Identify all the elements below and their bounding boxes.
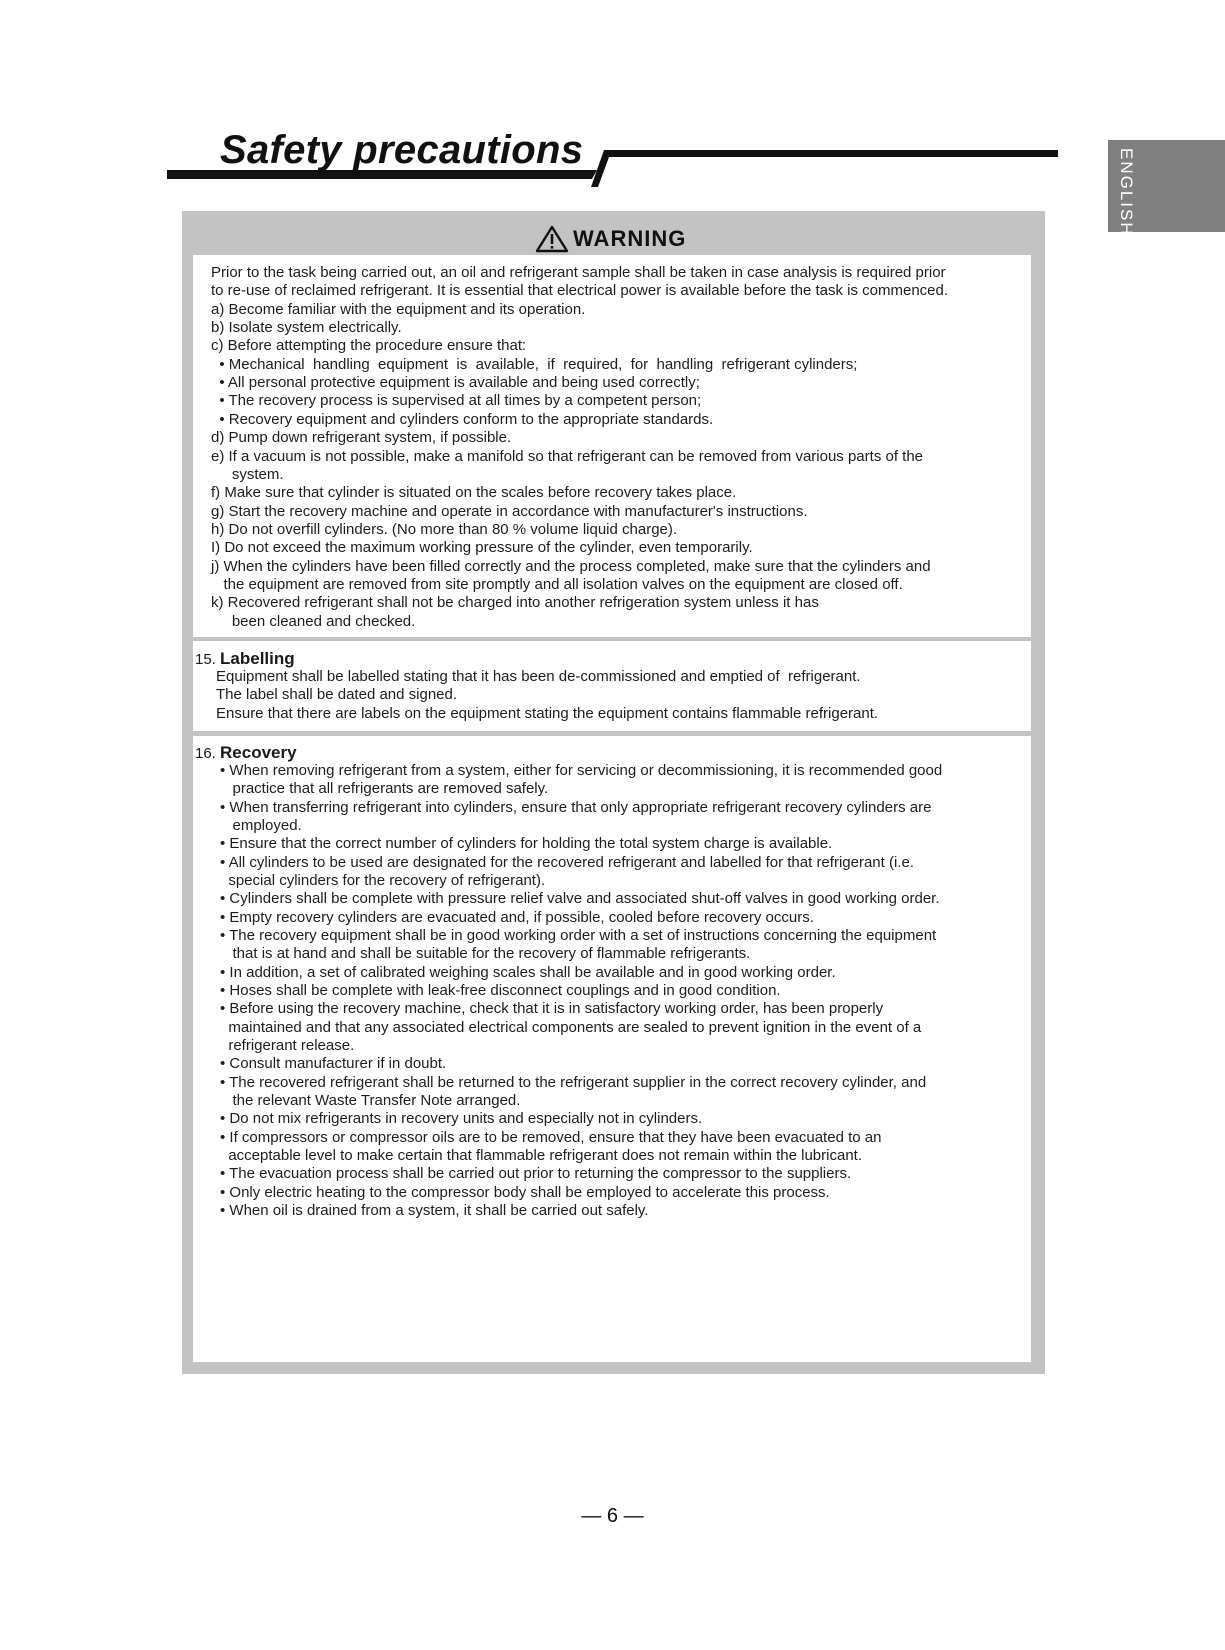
warning-line: a) Become familiar with the equipment and its operation. [211, 300, 586, 318]
warning-triangle-icon [535, 225, 569, 253]
warning-line: b) Isolate system electrically. [211, 319, 402, 337]
warning-heading-label: WARNING [573, 226, 687, 251]
warning-line: k) Recovered refrigerant shall not be charged into another refrigeration system unless it has [211, 594, 819, 612]
recovery-line: • Hoses shall be complete with leak-free disconnect couplings and in good condition. [220, 981, 781, 999]
recovery-line: refrigerant release. [220, 1036, 355, 1054]
warning-line: h) Do not overfill cylinders. (No more than 80 % volume liquid charge). [211, 520, 678, 538]
labelling-line: The label shall be dated and signed. [216, 686, 458, 704]
recovery-line: practice that all refrigerants are removed safely. [220, 780, 549, 798]
recovery-line: maintained and that any associated electrical components are sealed to prevent ignition in the event of a [220, 1018, 922, 1036]
labelling-heading [195, 649, 295, 670]
recovery-line: • In addition, a set of calibrated weighing scales shall be available and in good working order. [220, 963, 836, 981]
warning-line: c) Before attempting the procedure ensure that: [211, 337, 527, 355]
recovery-line: • The evacuation process shall be carried out prior to returning the compressor to the suppliers. [220, 1165, 852, 1183]
recovery-line: • Cylinders shall be complete with pressure relief valve and associated shut-off valves in good working order. [220, 890, 940, 908]
labelling-line: Equipment shall be labelled stating that it has been de-commissioned and emptied of refrigerant. [216, 668, 861, 685]
page-title: Safety precautions [220, 128, 584, 172]
warning-line: • All personal protective equipment is available and being used correctly; [211, 374, 700, 392]
warning-line: Prior to the task being carried out, an oil and refrigerant sample shall be taken in case analysis is required prior [211, 264, 946, 281]
labelling-line: Ensure that there are labels on the equipment stating the equipment contains flammable refrigerant. [216, 704, 879, 722]
recovery-line: employed. [220, 816, 302, 834]
recovery-line: • If compressors or compressor oils are to be removed, ensure that they have been evacuated to an [220, 1128, 882, 1146]
recovery-line: the relevant Waste Transfer Note arranged. [220, 1091, 521, 1109]
recovery-line: • Do not mix refrigerants in recovery units and especially not in cylinders. [220, 1110, 703, 1128]
recovery-line: • Consult manufacturer if in doubt. [220, 1055, 447, 1073]
recovery-line: • When transferring refrigerant into cylinders, ensure that only appropriate refrigerant recovery cylinders are [220, 798, 932, 816]
warning-line: • Recovery equipment and cylinders conform to the appropriate standards. [211, 410, 714, 428]
section-number: 16. [195, 745, 216, 762]
warning-line: system. [211, 465, 284, 483]
warning-line: j) When the cylinders have been filled correctly and the process completed, make sure that the cylinders and [211, 557, 931, 575]
recovery-line: • Ensure that the correct number of cylinders for holding the total system charge is available. [220, 835, 833, 853]
warning-line: d) Pump down refrigerant system, if possible. [211, 429, 512, 447]
warning-line: to re-use of reclaimed refrigerant. It is essential that electrical power is available before the task is commenced. [211, 282, 949, 300]
recovery-line: • Only electric heating to the compressor body shall be employed to accelerate this process. [220, 1183, 830, 1201]
warning-line: f) Make sure that cylinder is situated on the scales before recovery takes place. [211, 484, 737, 502]
recovery-line: • The recovered refrigerant shall be returned to the refrigerant supplier in the correct recovery cylinder, and [220, 1073, 927, 1091]
warning-line: e) If a vacuum is not possible, make a manifold so that refrigerant can be removed from various parts of the [211, 447, 924, 465]
warning-line: • Mechanical handling equipment is available, if required, for handling refrigerant cylinders; [211, 355, 858, 373]
language-tab-label: ENGLISH [1117, 148, 1136, 237]
recovery-line: • When oil is drained from a system, it shall be carried out safely. [220, 1201, 649, 1219]
warning-heading [535, 222, 686, 256]
recovery-line: that is at hand and shall be suitable for the recovery of flammable refrigerants. [220, 945, 751, 963]
page-number: — 6 — [581, 1505, 644, 1527]
warning-line: g) Start the recovery machine and operate in accordance with manufacturer's instructions. [211, 502, 808, 520]
recovery-line: acceptable level to make certain that flammable refrigerant does not remain within the lubricant. [220, 1146, 862, 1164]
warning-line: I) Do not exceed the maximum working pressure of the cylinder, even temporarily. [211, 539, 753, 557]
recovery-line: special cylinders for the recovery of refrigerant). [220, 871, 546, 889]
warning-line: been cleaned and checked. [211, 612, 416, 630]
section-number: 15. [195, 651, 216, 668]
recovery-line: • Empty recovery cylinders are evacuated and, if possible, cooled before recovery occurs. [220, 908, 814, 926]
warning-line: • The recovery process is supervised at all times by a competent person; [211, 392, 702, 410]
section-title: Labelling [220, 649, 295, 668]
recovery-line: • When removing refrigerant from a system, either for servicing or decommissioning, it is recommended good [220, 762, 943, 779]
section-title: Recovery [220, 743, 297, 762]
recovery-line: • Before using the recovery machine, check that it is in satisfactory working order, has been properly [220, 1000, 884, 1018]
title-underline-rule [0, 0, 1225, 200]
recovery-heading [195, 743, 297, 764]
warning-line: the equipment are removed from site promptly and all isolation valves on the equipment are closed off. [211, 575, 903, 593]
recovery-line: • The recovery equipment shall be in good working order with a set of instructions concerning the equipment [220, 926, 937, 944]
recovery-line: • All cylinders to be used are designated for the recovered refrigerant and labelled for that refrigerant (i.e. [220, 853, 914, 871]
